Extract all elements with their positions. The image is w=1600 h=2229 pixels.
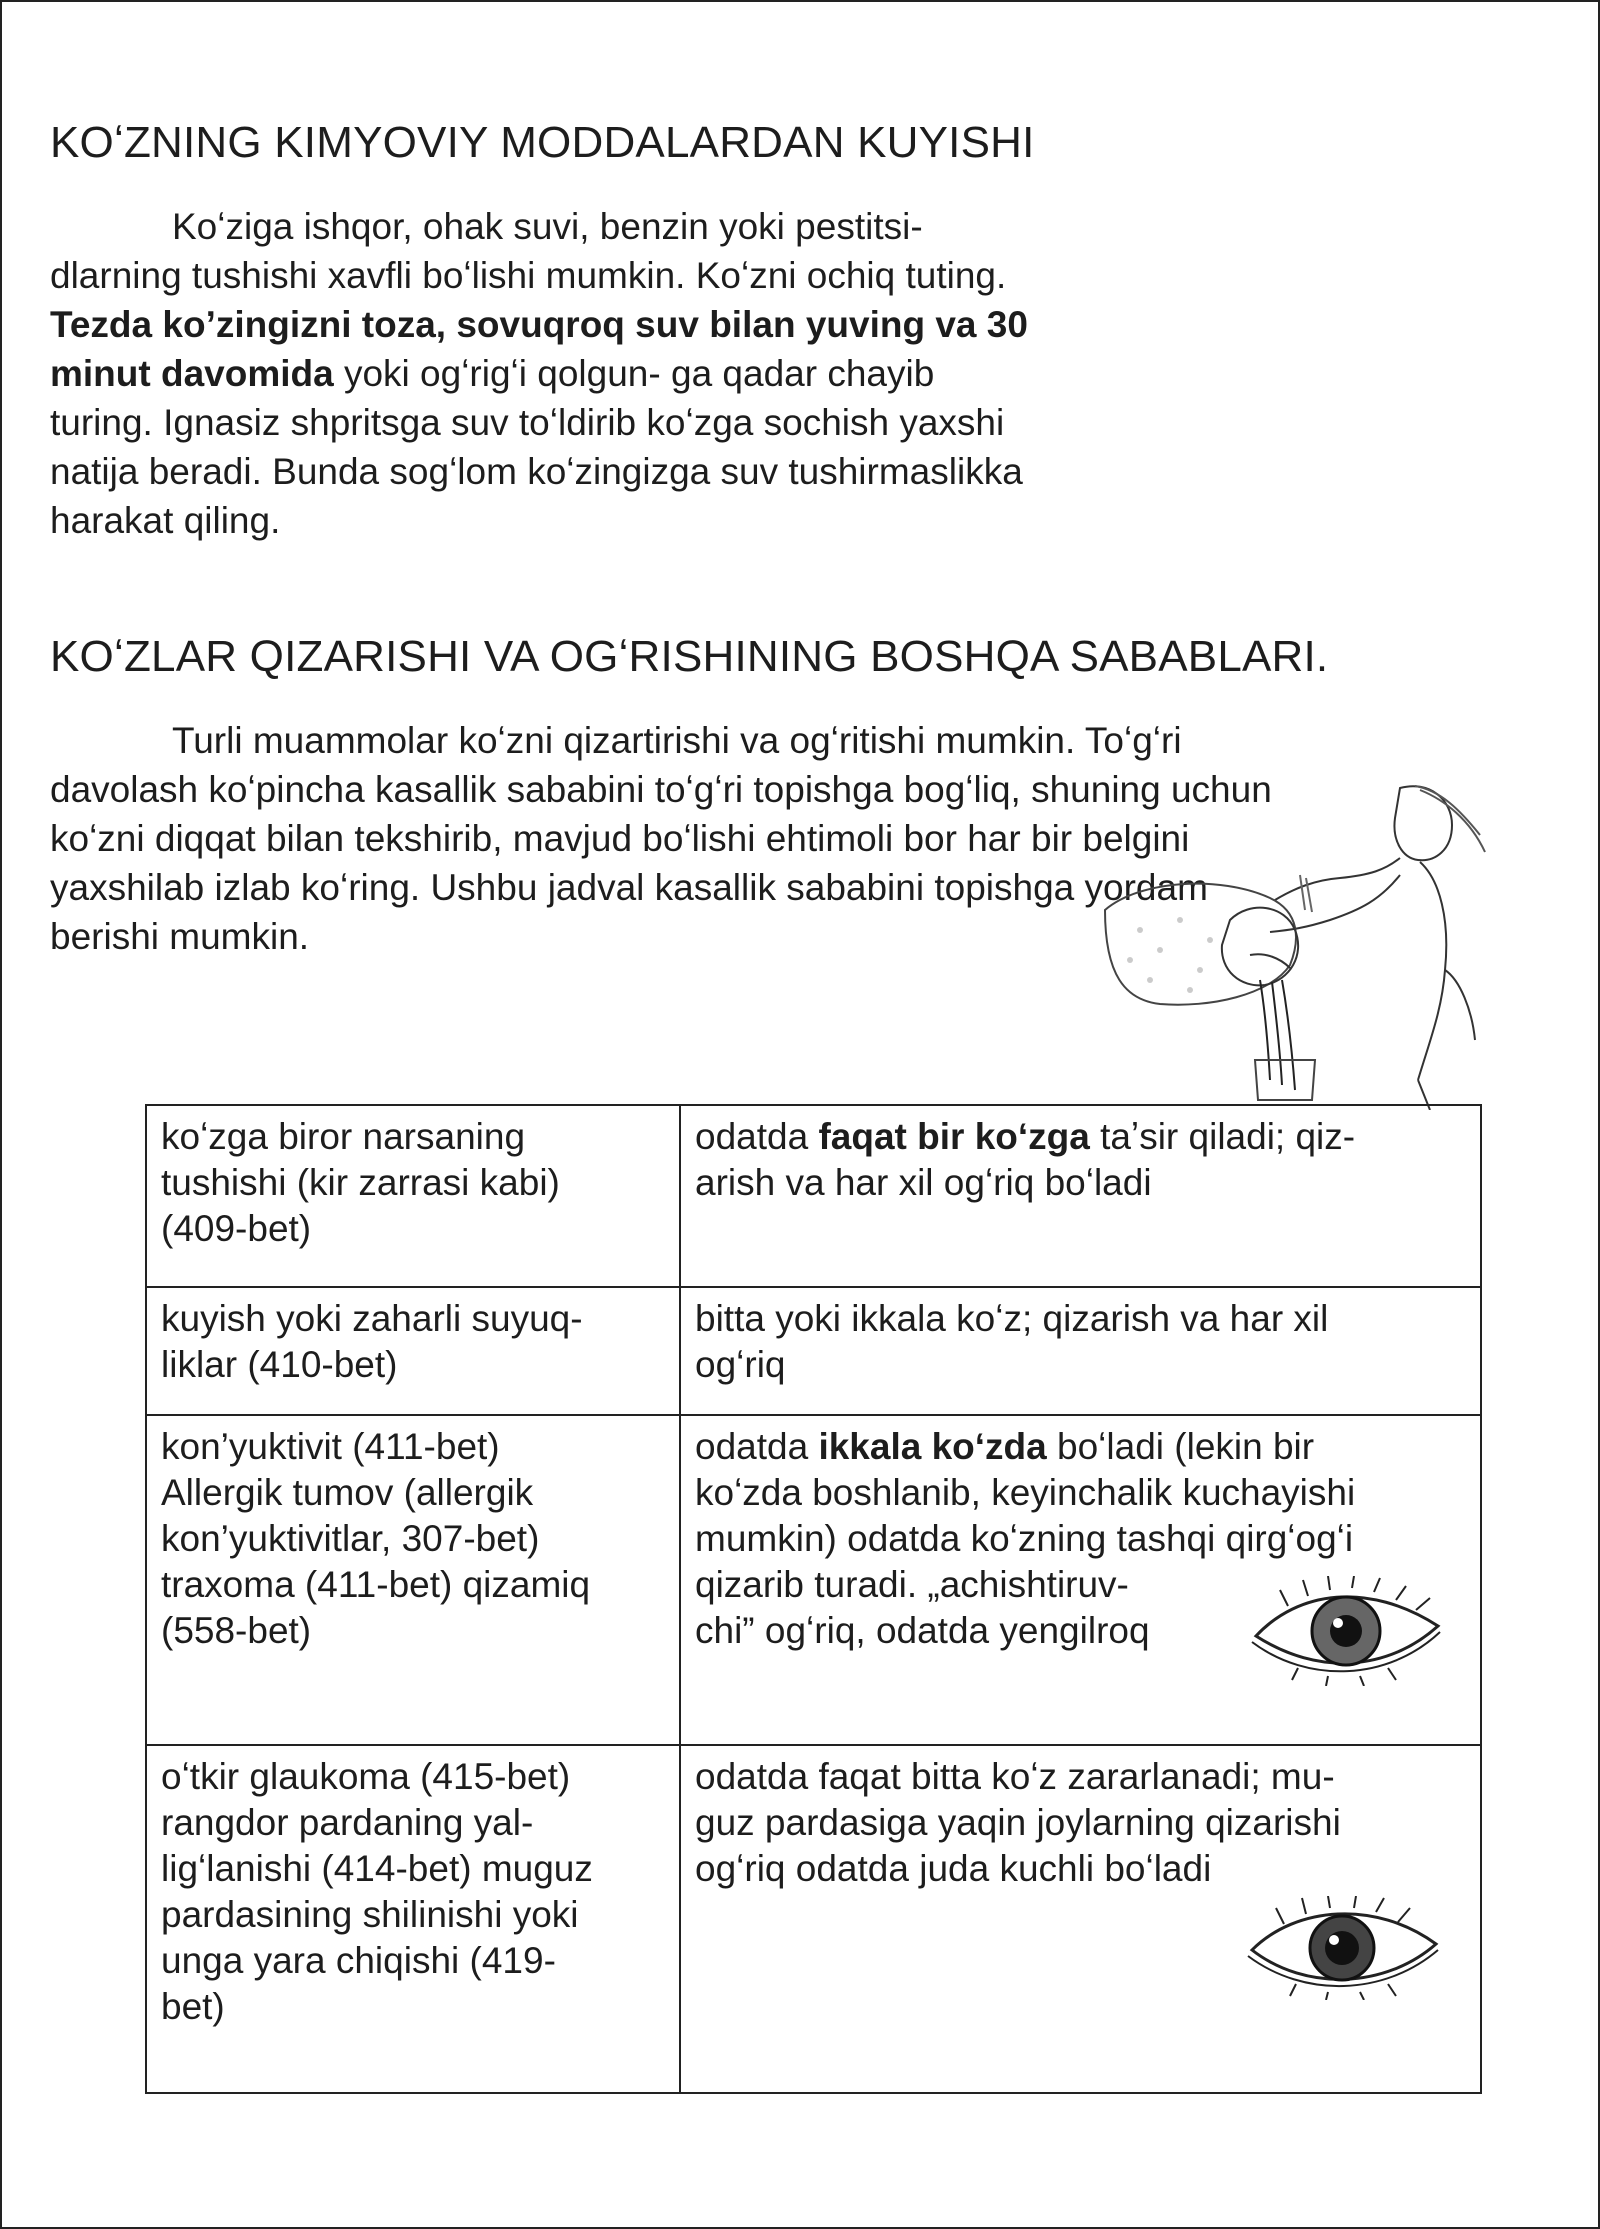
cell-line: odatda faqat bitta koʻz zararlanadi; mu- [695,1756,1335,1797]
cause-cell [146,1287,680,1415]
paragraph-line: davolash koʻpincha kasallik sababini toʻgʻri topishga bogʻliq, shuning uchun [50,769,1272,810]
paragraph-line: Turli muammolar koʻzni qizartirishi va ogʻritishi mumkin. Toʻgʻri [172,720,1182,761]
table-row [146,1415,1481,1745]
paragraph-line: Tezda ko’zingizni toza, sovuqroq suv bilan yuving va 30 [50,304,1028,345]
cell-line: unga yara chiqishi (419- [161,1940,556,1981]
cell-line: guz pardasiga yaqin joylarning qizarishi [695,1802,1341,1843]
eye-icon [1248,1576,1448,1686]
cell-line: arish va har xil ogʻriq boʻladi [695,1162,1152,1203]
paragraph-line: Koʻziga ishqor, ohak suvi, benzin yoki pestitsi- [172,206,923,247]
cell-line: kon’yuktivitlar, 307-bet) [161,1518,540,1559]
eye-redness-causes-table [145,1104,1482,2094]
cell-line: traxoma (411-bet) qizamiq [161,1564,591,1605]
paragraph-line: koʻzni diqqat bilan tekshirib, mavjud boʻlishi ehtimoli bor har bir belgini [50,818,1190,859]
table-row [146,1105,1481,1287]
cell-line: bitta yoki ikkala koʻz; qizarish va har xil [695,1298,1329,1339]
description-cell [680,1415,1481,1745]
paragraph-line: turing. Ignasiz shpritsga suv toʻldirib koʻzga sochish yaxshi [50,402,1005,443]
cell-line: (558-bet) [161,1610,312,1651]
chemical-burns-paragraph [50,202,1150,545]
cell-line: ligʻlanishi (414-bet) muguz [161,1848,593,1889]
eye-icon [1246,1896,1442,2000]
cell-line: bet) [161,1986,225,2027]
cell-line: koʻzga biror narsaning [161,1116,526,1157]
paragraph-line: natija beradi. Bunda sogʻlom koʻzingizga suv tushirmaslikka [50,451,1023,492]
description-cell [680,1745,1481,2093]
table-row [146,1745,1481,2093]
paragraph-line: dlarning tushishi xavfli boʻlishi mumkin. Koʻzni ochiq tuting. [50,255,1007,296]
description-cell [680,1105,1481,1287]
cell-line: kon’yuktivit (411-bet) [161,1426,500,1467]
cell-line: chi” ogʻriq, odatda yengilroq [695,1610,1150,1651]
cell-line: rangdor pardaning yal- [161,1802,534,1843]
cause-cell [146,1105,680,1287]
cell-line: mumkin) odatda koʻzning tashqi qirgʻogʻi [695,1518,1354,1559]
nurse-washing-patient-eye-icon [1100,780,1490,1110]
section-title-chemical-burns: KOʻZNING KIMYOVIY MODDALARDAN KUYISHI [50,118,1035,167]
paragraph-line: berishi mumkin. [50,916,310,957]
paragraph-line: harakat qiling. [50,500,281,541]
cell-line: liklar (410-bet) [161,1344,398,1385]
cell-line: odatda faqat bir koʻzga taʼsir qiladi; qiz- [695,1116,1356,1157]
cell-line: tushishi (kir zarrasi kabi) [161,1162,560,1203]
cell-line: ogʻriq [695,1344,786,1385]
cell-line: koʻzda boshlanib, keyinchalik kuchayishi [695,1472,1356,1513]
cell-line: oʻtkir glaukoma (415-bet) [161,1756,571,1797]
cell-line: odatda ikkala koʻzda boʻladi (lekin bir [695,1426,1315,1467]
paragraph-line: yaxshilab izlab koʻring. Ushbu jadval kasallik sababini topishga yordam [50,867,1208,908]
cell-line: qizarib turadi. „achishtiruv- [695,1564,1129,1605]
table-row [146,1287,1481,1415]
section-title-other-causes: KOʻZLAR QIZARISHI VA OGʻRISHINING BOSHQA SABABLARI. [50,632,1329,681]
paragraph-line: minut davomida yoki ogʻrigʻi qolgun- ga qadar chayib [50,353,935,394]
cell-line: (409-bet) [161,1208,312,1249]
cell-line: ogʻriq odatda juda kuchli boʻladi [695,1848,1212,1889]
cause-cell [146,1745,680,2093]
cell-line: pardasining shilinishi yoki [161,1894,579,1935]
cell-line: Allergik tumov (allergik [161,1472,534,1513]
cell-line: kuyish yoki zaharli suyuq- [161,1298,583,1339]
description-cell [680,1287,1481,1415]
cause-cell [146,1415,680,1745]
